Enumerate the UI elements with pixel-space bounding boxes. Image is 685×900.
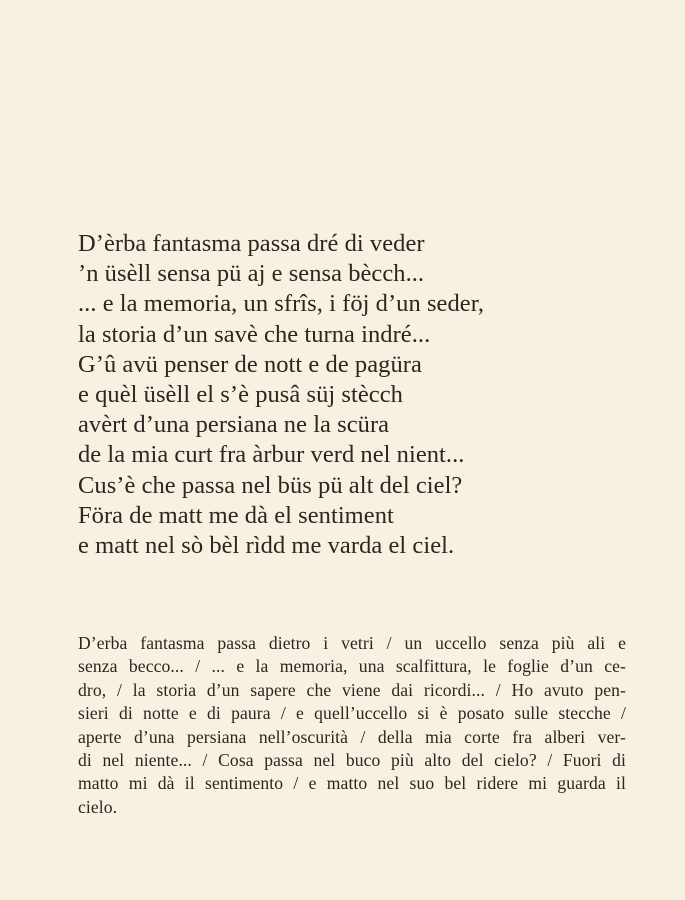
translation-line: senza becco... / ... e la memoria, una scalfittura, le foglie d’un ce- (78, 656, 626, 677)
poem-line: ’n üsèll sensa pü aj e sensa bècch... (78, 260, 425, 288)
translation-line: cielo. (78, 796, 118, 817)
poem-line: ... e la memoria, un sfrîs, i föj d’un seder, (78, 290, 485, 318)
poem-line: avèrt d’una persiana ne la scüra (78, 411, 390, 439)
poem-line: Föra de matt me dà el sentiment (78, 501, 394, 529)
translation-line: D’erba fantasma passa dietro i vetri / un uccello senza più ali e (78, 633, 626, 653)
translation-line: matto mi dà il sentimento / e matto nel suo bel ridere mi guarda il (78, 773, 626, 794)
italian-translation (78, 632, 626, 819)
poem-line: la storia d’un savè che turna indré... (78, 320, 431, 348)
poem-line: e matt nel sò bèl rìdd me varda el ciel. (78, 531, 455, 559)
dialect-poem (78, 229, 484, 561)
translation-line: sieri di notte e di paura / e quell’uccello si è posato sulle stecche / (78, 703, 626, 724)
poem-line: de la mia curt fra àrbur verd nel nient... (78, 441, 465, 469)
translation-line: dro, / la storia d’un sapere che viene dai ricordi... / Ho avuto pen- (78, 679, 626, 700)
poem-line: Cus’è che passa nel büs pü alt del ciel? (78, 471, 463, 499)
poem-line: e quèl üsèll el s’è pusâ süj stècch (78, 380, 403, 408)
poem-line: G’û avü penser de nott e de pagüra (78, 350, 422, 378)
translation-line: di nel niente... / Cosa passa nel buco più alto del cielo? / Fuori di (78, 749, 626, 770)
translation-line: aperte d’una persiana nell’oscurità / della mia corte fra alberi ver- (78, 726, 626, 747)
poem-line: D’èrba fantasma passa dré di veder (78, 230, 425, 257)
